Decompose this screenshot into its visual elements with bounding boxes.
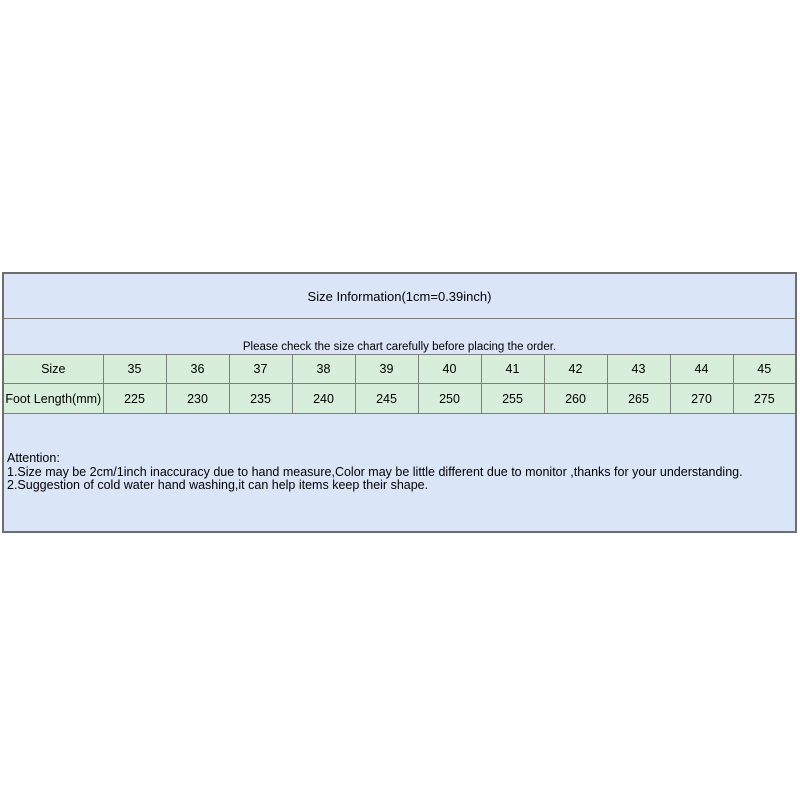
size-cell: 40 [418,355,481,384]
title-row [3,273,796,319]
size-row [3,355,796,384]
attention-heading: Attention: [7,451,60,466]
attention-line-2: 2.Suggestion of cold water hand washing,it can help items keep their shape. [7,478,429,493]
foot-cell: 250 [418,384,481,414]
size-cell: 45 [733,355,796,384]
size-cell: 41 [481,355,544,384]
foot-cell: 245 [355,384,418,414]
attention-row [3,414,796,533]
foot-length-row [3,384,796,414]
foot-cell: 270 [670,384,733,414]
foot-cell: 265 [607,384,670,414]
foot-cell: 225 [103,384,166,414]
size-cell: 35 [103,355,166,384]
size-cell: 42 [544,355,607,384]
size-cell: 44 [670,355,733,384]
attention-block [3,414,796,533]
foot-cell: 260 [544,384,607,414]
size-cell: 43 [607,355,670,384]
foot-cell: 255 [481,384,544,414]
table-notice: Please check the size chart carefully before placing the order. [3,319,796,355]
size-row-label: Size [3,355,103,384]
table-title: Size Information(1cm=0.39inch) [3,273,796,319]
foot-row-label: Foot Length(mm) [3,384,103,414]
size-chart-table [2,272,797,533]
foot-cell: 240 [292,384,355,414]
foot-cell: 230 [166,384,229,414]
size-cell: 37 [229,355,292,384]
size-cell: 39 [355,355,418,384]
foot-cell: 235 [229,384,292,414]
size-cell: 36 [166,355,229,384]
notice-row [3,319,796,355]
attention-line-1: 1.Size may be 2cm/1inch inaccuracy due to hand measure,Color may be little different due to monitor ,thanks for your understanding. [7,464,743,479]
size-cell: 38 [292,355,355,384]
foot-cell: 275 [733,384,796,414]
